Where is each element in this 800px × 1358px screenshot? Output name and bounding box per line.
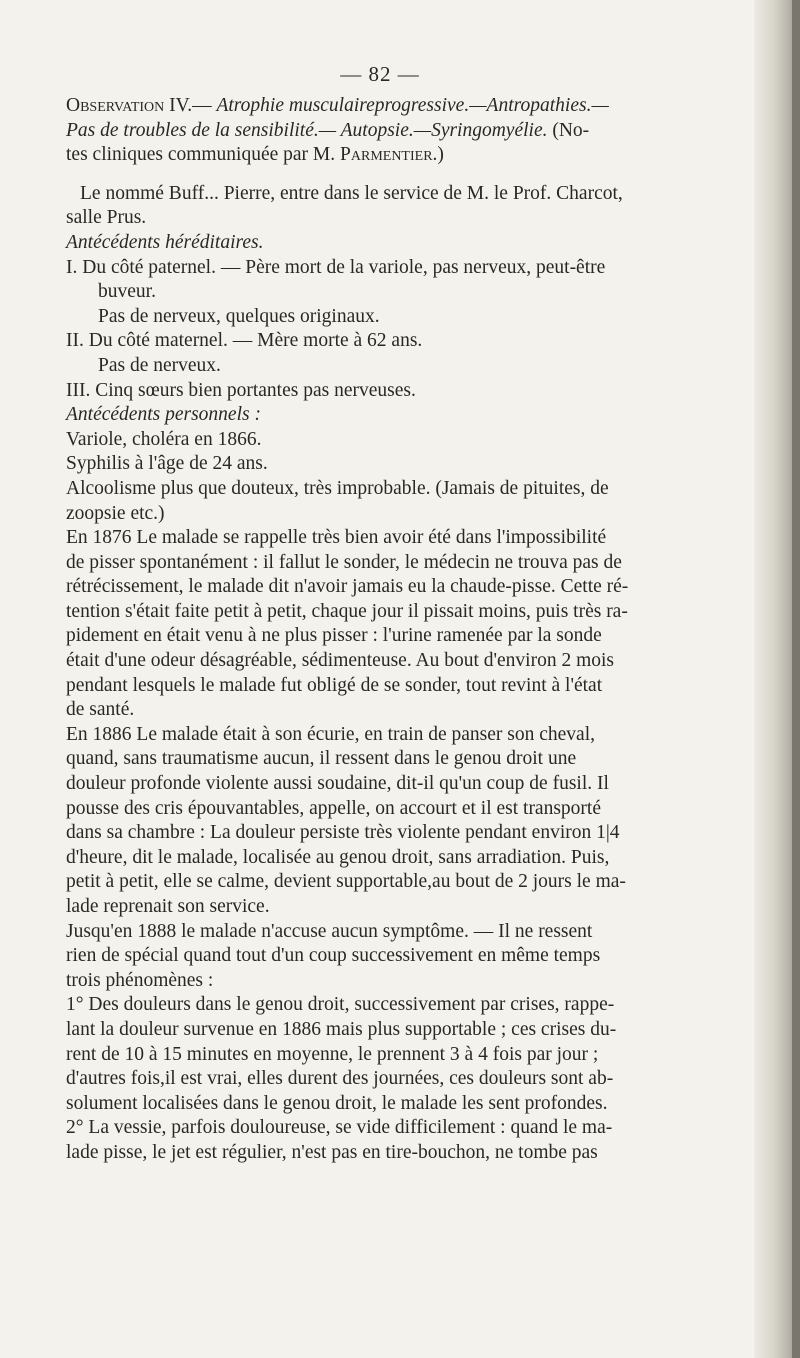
text-line: En 1876 Le malade se rappelle très bien avoir été dans l'impossibilité (66, 527, 607, 549)
observation-number: IV.— (164, 95, 217, 116)
text-line: II. Du côté maternel. — Mère morte à 62 ans. (66, 330, 423, 352)
text-line: d'heure, dit le malade, localisée au genou droit, sans arradiation. Puis, (66, 846, 610, 868)
observation-heading-line-1 (66, 94, 726, 119)
text-line: rien de spécial quand tout d'un coup successivement en même temps (66, 945, 601, 967)
text-line: pousse des cris épouvantables, appelle, on accourt et il est transporté (66, 797, 601, 819)
text-line: Alcoolisme plus que douteux, très improbable. (Jamais de pituites, de (66, 477, 609, 499)
text-line: de santé. (66, 699, 135, 721)
text-line: lade pisse, le jet est régulier, n'est pas en tire-bouchon, ne tombe pas (66, 1141, 598, 1163)
text-line: pendant lesquels le malade fut obligé de se sonder, tout revint à l'état (66, 674, 603, 696)
book-edge (792, 0, 800, 1358)
text-line: Pas de nerveux, quelques originaux. (98, 305, 380, 327)
page-number: — 82 — (340, 62, 420, 86)
text-line: Jusqu'en 1888 le malade n'accuse aucun symptôme. — Il ne ressent (66, 920, 593, 942)
author-name: Parmentier (340, 144, 433, 166)
observation-note-end: .) (432, 144, 444, 166)
text-line: petit à petit, elle se calme, devient supportable,au bout de 2 jours le ma- (66, 871, 626, 893)
text-line: était d'une odeur désagréable, sédimenteuse. Au bout d'environ 2 mois (66, 650, 615, 672)
page-text (66, 94, 726, 1166)
text-line: Le nommé Buff... Pierre, entre dans le service de M. le Prof. Charcot, (80, 182, 623, 204)
observation-note-start: (No- (547, 119, 590, 141)
observation-label: Observation (66, 95, 165, 116)
text-line: zoopsie etc.) (66, 502, 165, 524)
text-line: lade reprenait son service. (66, 896, 270, 917)
text-line: quand, sans traumatisme aucun, il ressent dans le genou droit une (66, 748, 577, 770)
text-line: de pisser spontanément : il fallut le sonder, le médecin ne trouva pas de (66, 551, 622, 573)
text-line: Pas de nerveux. (98, 354, 221, 376)
text-line: Variole, choléra en 1866. (66, 428, 262, 450)
text-line: III. Cinq sœurs bien portantes pas nerveuses. (66, 379, 416, 401)
text-line: trois phénomènes : (66, 969, 214, 991)
text-line: 1° Des douleurs dans le genou droit, successivement par crises, rappe- (66, 994, 615, 1016)
text-line: dans sa chambre : La douleur persiste très violente pendant environ 1|4 (66, 822, 620, 844)
text-line: salle Prus. (66, 207, 147, 229)
text-line: rétrécissement, le malade dit n'avoir jamais eu la chaude-pisse. Cette ré- (66, 576, 629, 598)
text-line: tention s'était faite petit à petit, chaque jour il pissait moins, puis très ra- (66, 600, 628, 622)
section-heading-hereditary: Antécédents héréditaires. (66, 231, 264, 253)
observation-title: Atrophie musculaireprogressive.—Antropathies.— (216, 95, 609, 116)
text-line: pidement en était venu à ne plus pisser : l'urine ramenée par la sonde (66, 625, 602, 647)
text-line: En 1886 Le malade était à son écurie, en train de panser son cheval, (66, 723, 595, 745)
text-line: d'autres fois,il est vrai, elles durent des journées, ces douleurs sont ab- (66, 1068, 614, 1090)
text-line: Syphilis à l'âge de 24 ans. (66, 453, 268, 475)
text-line: I. Du côté paternel. — Père mort de la variole, pas nerveux, peut-être (66, 256, 606, 278)
paragraph-gap (66, 168, 726, 182)
observation-note: tes cliniques communiquée par M. (66, 144, 341, 166)
text-line: 2° La vessie, parfois douloureuse, se vide difficilement : quand le ma- (66, 1117, 613, 1139)
text-line: solument localisées dans le genou droit, le malade les sent profondes. (66, 1092, 608, 1114)
observation-heading-line-3 (66, 143, 726, 168)
text-line: lant la douleur survenue en 1886 mais plus supportable ; ces crises du- (66, 1018, 617, 1040)
text-line: douleur profonde violente aussi soudaine, dit-il qu'un coup de fusil. Il (66, 773, 609, 795)
observation-subtitle: Pas de troubles de la sensibilité.— Autopsie.—Syringomyélie. (66, 119, 548, 141)
text-line: buveur. (98, 281, 156, 303)
observation-heading-line-2 (66, 119, 726, 144)
section-heading-personal: Antécédents personnels : (66, 404, 261, 426)
text-line: rent de 10 à 15 minutes en moyenne, le prennent 3 à 4 fois par jour ; (66, 1043, 599, 1065)
